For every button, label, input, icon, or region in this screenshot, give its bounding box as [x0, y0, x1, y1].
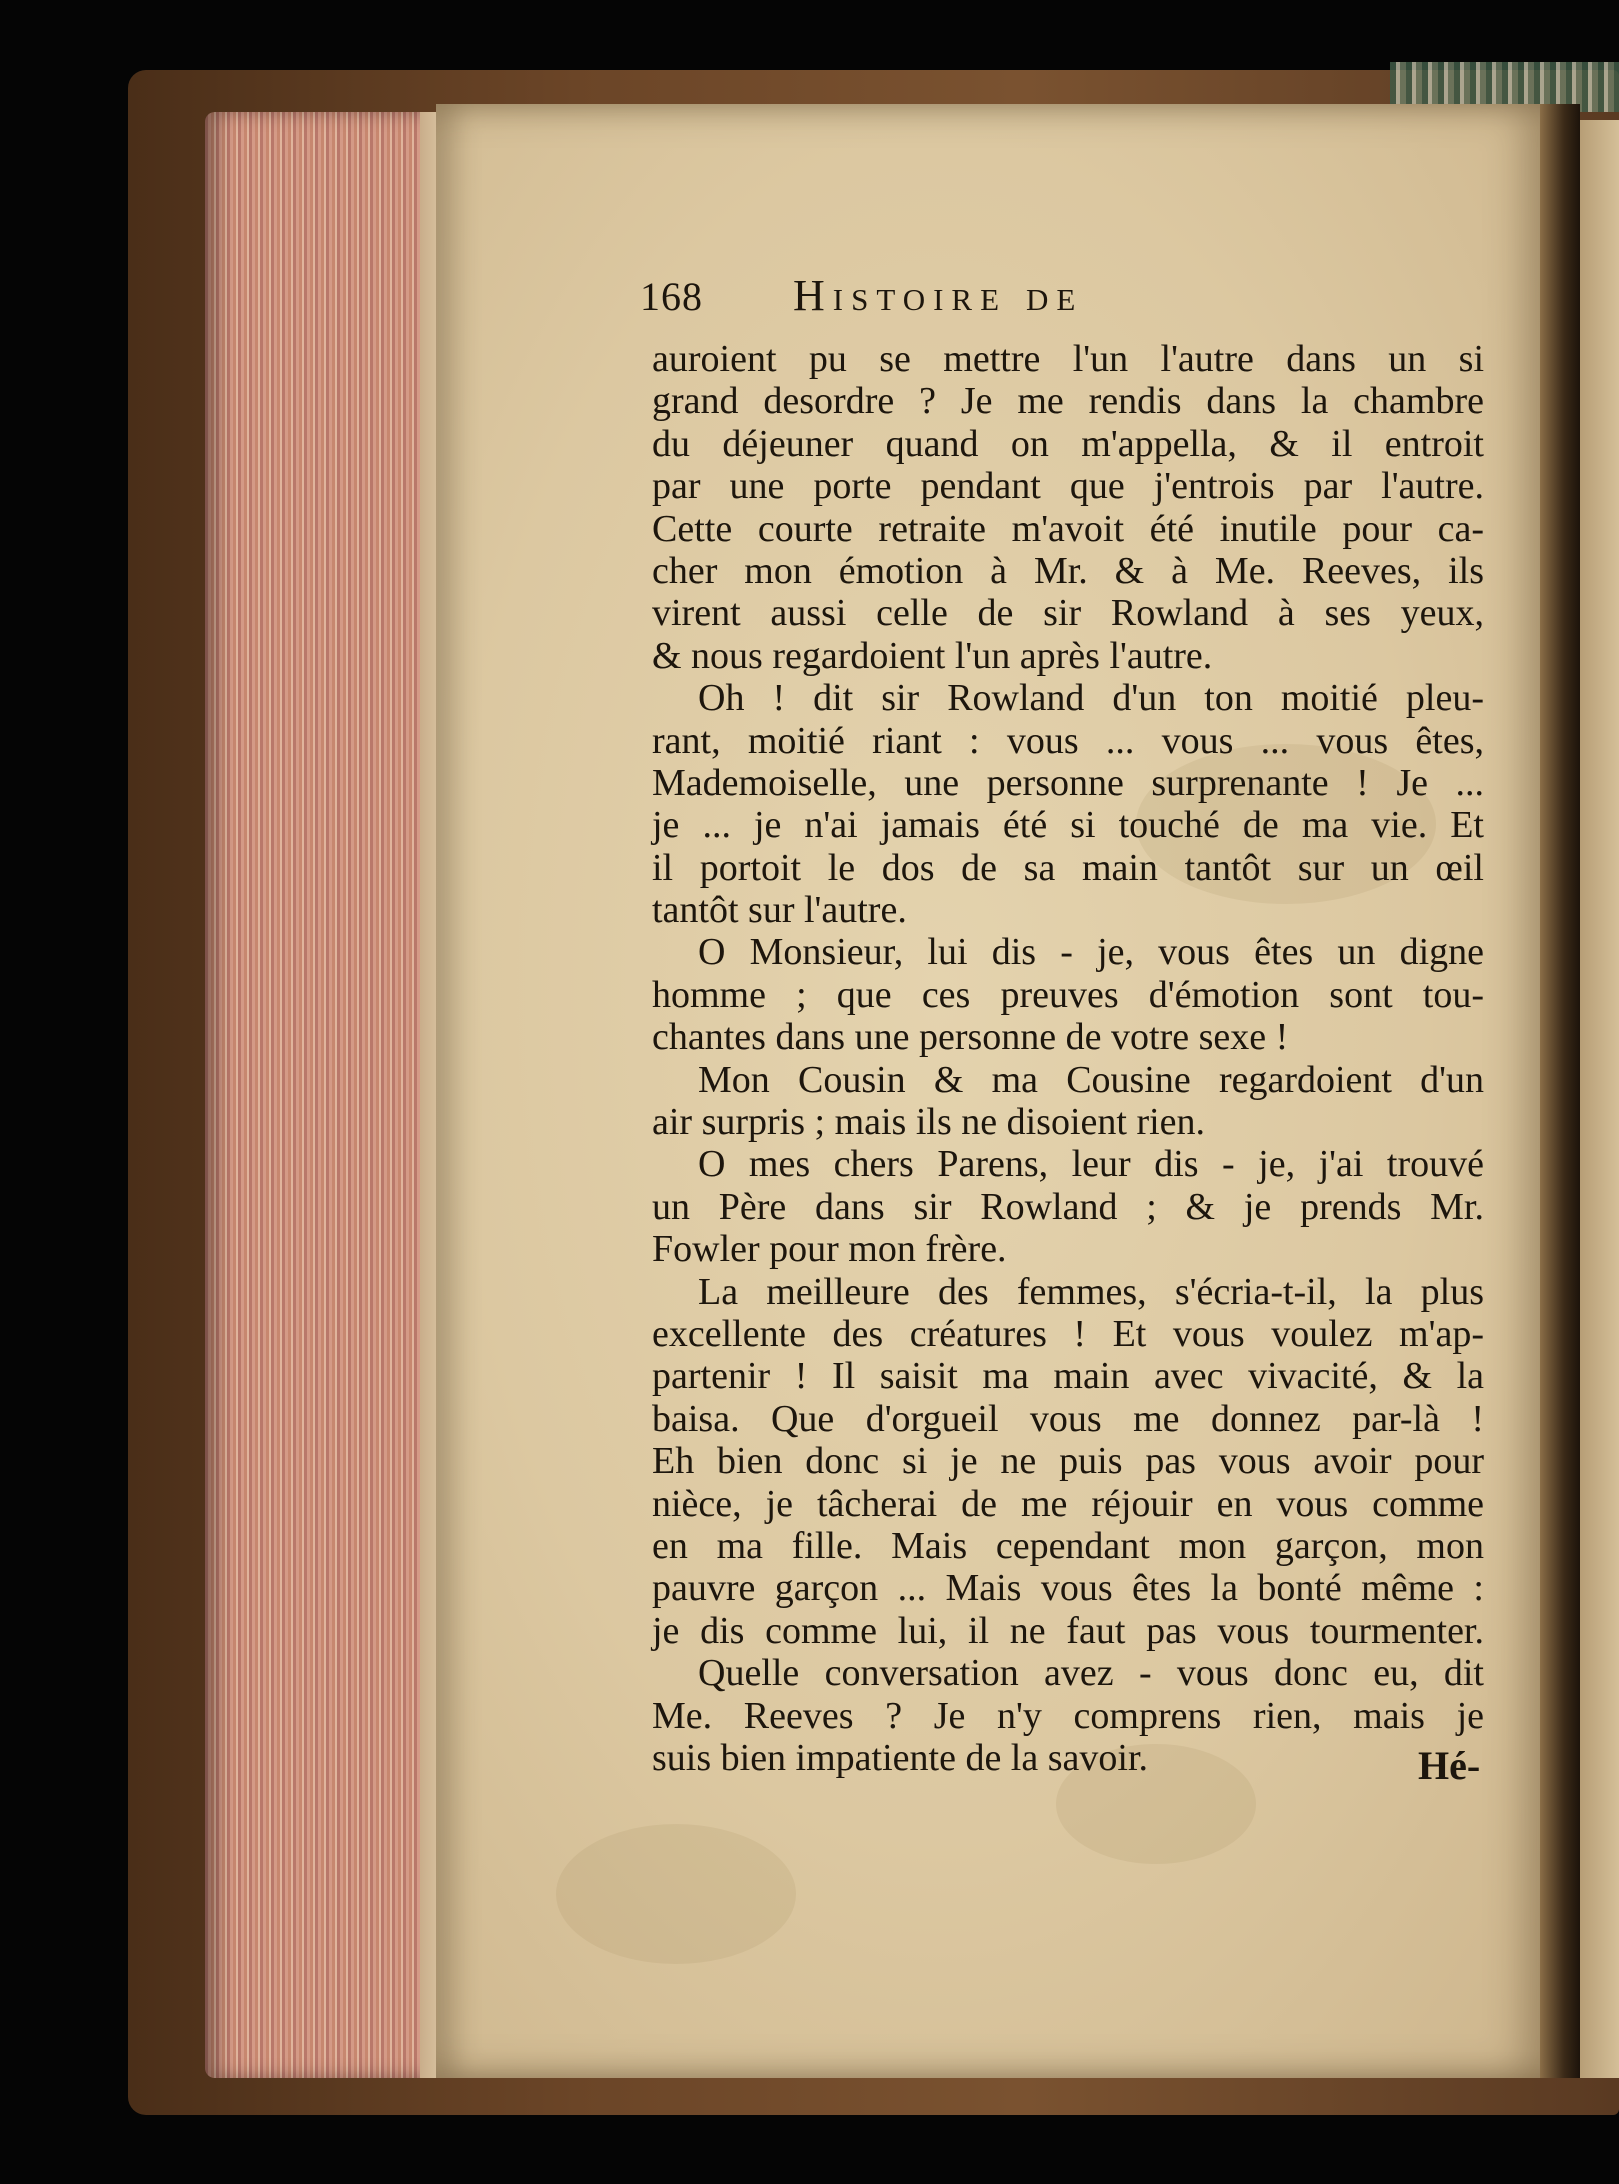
text-line: Mon Cousin & ma Cousine regardoient d'un: [698, 1058, 1484, 1101]
page-number: 168: [640, 274, 703, 319]
text-line: virent aussi celle de sir Rowland à ses yeux,: [652, 592, 1484, 635]
running-header: [640, 270, 1300, 330]
text-line: auroient pu se mettre l'un l'autre dans un si: [652, 338, 1484, 380]
text-line: Quelle conversation avez - vous donc eu, dit: [698, 1652, 1484, 1695]
text-line: Mademoiselle, une personne surprenante ! Je ...: [652, 761, 1484, 804]
text-line: O mes chers Parens, leur dis - je, j'ai trouvé: [698, 1143, 1484, 1186]
text-line: Oh ! dit sir Rowland d'un ton moitié pleu-: [698, 677, 1484, 720]
text-line: homme ; que ces preuves d'émotion sont tou-: [652, 973, 1484, 1016]
text-line: un Père dans sir Rowland ; & je prends Mr.: [652, 1185, 1484, 1228]
text-line: Me. Reeves ? Je n'y comprens rien, mais je: [652, 1694, 1484, 1737]
text-line: air surpris ; mais ils ne disoient rien.: [652, 1101, 1206, 1144]
text-line: cher mon émotion à Mr. & à Me. Reeves, ils: [652, 549, 1484, 592]
text-line: La meilleure des femmes, s'écria-t-il, la plus: [698, 1270, 1484, 1313]
text-line: excellente des créatures ! Et vous voulez m'ap-: [652, 1312, 1484, 1355]
text-line: Fowler pour mon frère.: [652, 1228, 1007, 1271]
running-title: Histoire de: [793, 271, 1084, 320]
text-line: par une porte pendant que j'entrois par l'autre.: [652, 465, 1484, 508]
catchword: Hé-: [1418, 1743, 1481, 1788]
text-line: chantes dans une personne de votre sexe !: [652, 1016, 1289, 1059]
page-edges: [205, 112, 440, 2078]
text-line: en ma fille. Mais cependant mon garçon, mon: [652, 1524, 1484, 1567]
text-line: nièce, je tâcherai de me réjouir en vous comme: [652, 1482, 1484, 1525]
text-line: il portoit le dos de sa main tantôt sur un œil: [652, 846, 1484, 889]
text-line: Eh bien donc si je ne puis pas vous avoir pour: [652, 1440, 1484, 1483]
text-line: O Monsieur, lui dis - je, vous êtes un digne: [698, 931, 1484, 974]
gutter: [1540, 104, 1580, 2078]
text-line: pauvre garçon ... Mais vous êtes la bonté même :: [652, 1567, 1484, 1610]
text-line: rant, moitié riant : vous ... vous ... vous êtes,: [652, 719, 1484, 762]
text-line: du déjeuner quand on m'appella, & il entroit: [652, 422, 1484, 465]
text-line: & nous regardoient l'un après l'autre.: [652, 634, 1213, 677]
text-line: baisa. Que d'orgueil vous me donnez par-là !: [652, 1397, 1484, 1440]
text-line: partenir ! Il saisit ma main avec vivacité, & la: [652, 1355, 1484, 1398]
text-line: tantôt sur l'autre.: [652, 889, 907, 932]
body-text: [652, 338, 1484, 1779]
text-line: suis bien impatiente de la savoir.: [652, 1736, 1149, 1779]
text-line: je ... je n'ai jamais été si touché de ma vie. Et: [652, 804, 1484, 847]
text-line: Cette courte retraite m'avoit été inutile pour ca-: [652, 507, 1484, 550]
text-line: grand desordre ? Je me rendis dans la chambre: [652, 380, 1484, 423]
text-line: je dis comme lui, il ne faut pas vous tourmenter.: [652, 1609, 1484, 1652]
facing-page-edge: [1580, 120, 1619, 2078]
